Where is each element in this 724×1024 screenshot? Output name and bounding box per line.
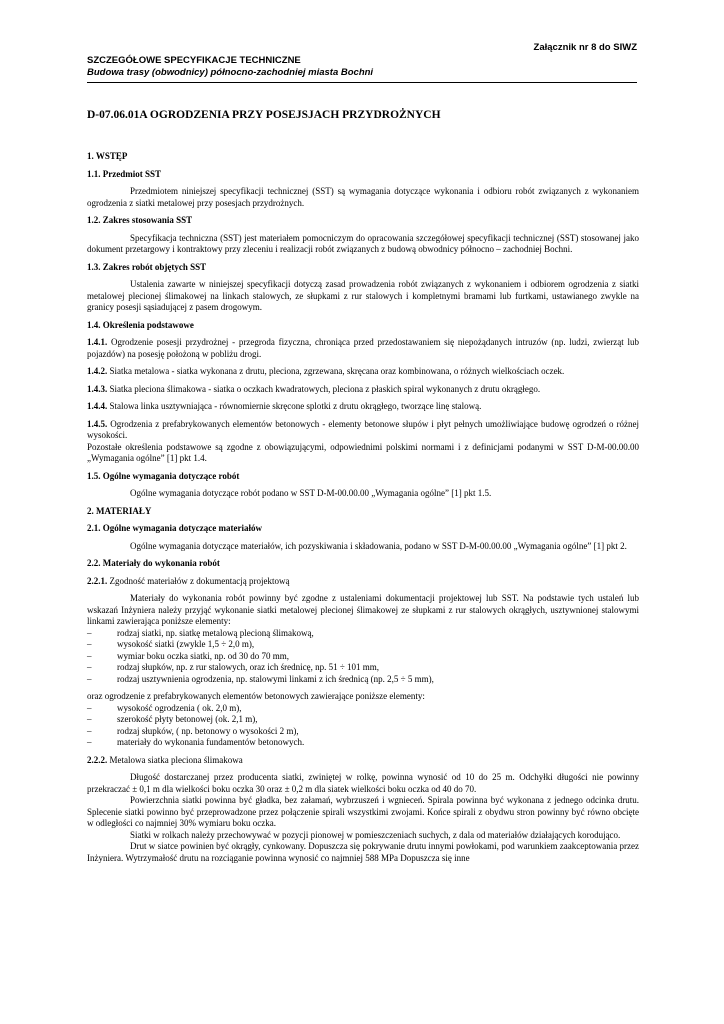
- definition-paragraph: [87, 384, 639, 396]
- definition-number: 1.4.4.: [87, 401, 108, 411]
- annex-label: Załącznik nr 8 do SIWZ: [533, 42, 637, 53]
- paragraph: Przedmiotem niniejszej specyfikacji technicznej (SST) są wymagania dotyczące wykonania i odbioru robót związanych z wykonaniem ogrodzenia z siatki metalowej przy posesjach przydrożnych.: [87, 186, 639, 208]
- paragraph: Długość dostarczanej przez producenta siatki, zwiniętej w rolkę, powinna wynosić od 10 do 25 m. Odchyłki długości nie powinny przekraczać ± 0,1 m dla wielkości boku oczka 30 oraz ± 0,2 m dla siatek wielkości boku oczka od 40 do 70.: [87, 772, 639, 794]
- subsection-title: Zgodność materiałów z dokumentacją projektową: [107, 575, 290, 586]
- list-dash: –: [87, 737, 92, 747]
- paragraph: Siatki w rolkach należy przechowywać w pozycji pionowej w pomieszczeniach suchych, z dala od materiałów działających korodująco.: [130, 829, 621, 840]
- definition-text: Siatka pleciona ślimakowa - siatka o oczkach kwadratowych, pleciona z płaskich spiral wykonanych z drutu okrągłego.: [107, 383, 541, 394]
- definition-text: Ogrodzenie posesji przydrożnej - przegroda fizyczna, chroniąca przed przedostawaniem się niepożądanych intruzów (np. ludzi, zwierząt lub pojazdów) na posesję położoną w pobliżu drogi.: [87, 337, 639, 359]
- document-title: D-07.06.01A OGRODZENIA PRZY POSEJSJACH PRZYDROŻNYCH: [87, 109, 441, 121]
- definition-number: 1.4.1.: [87, 337, 108, 347]
- list-item: [87, 662, 639, 674]
- section-heading: 1.2. Zakres stosowania SST: [87, 215, 193, 225]
- definition-number: 1.4.3.: [87, 383, 108, 394]
- definition-text: Ogrodzenia z prefabrykowanych elementów betonowych - elementy betonowe słupów i płyt pełnych umożliwiające budowę ogrodzeń o różnej wysokości.: [87, 418, 639, 440]
- list-dash: –: [87, 650, 92, 661]
- definition-text: Stalowa linka usztywniająca - równomiernie skręcone splotki z drutu okrągłego, tworzące linę stalową.: [107, 401, 482, 411]
- definition-paragraph: [87, 366, 639, 378]
- list-item-text: materiały do wykonania fundamentów betonowych.: [117, 737, 305, 747]
- list-item: [87, 628, 639, 640]
- subsection-title: Metalowa siatka pleciona ślimakowa: [107, 754, 243, 765]
- section-heading: 2. MATERIAŁY: [87, 505, 152, 516]
- list-item-text: rodzaj siatki, np. siatkę metalową plecioną ślimakową,: [117, 627, 314, 638]
- definition-paragraph: [87, 337, 639, 360]
- list-item-text: rodzaj słupków, ( np. betonowy o wysokości 2 m),: [117, 725, 299, 736]
- list-dash: –: [87, 714, 92, 724]
- list-item: [87, 674, 639, 686]
- section-heading: 1.4. Określenia podstawowe: [87, 319, 194, 330]
- list-item: [87, 703, 639, 715]
- definition-number: 1.4.5.: [87, 418, 108, 429]
- list-item: [87, 737, 639, 749]
- paragraph: Ogólne wymagania dotyczące materiałów, ich pozyskiwania i składowania, podano w SST D-M-00.00.00 „Wymagania ogólne” [1] pkt 2.: [130, 540, 627, 551]
- list-item-text: rodzaj usztywnienia ogrodzenia, np. stalowymi linkami z ich średnicą (np. 2,5 ÷ 5 mm),: [117, 673, 434, 684]
- list-item: [87, 651, 639, 663]
- paragraph: Powierzchnia siatki powinna być gładka, bez załamań, wybrzuszeń i wgnieceń. Spirala powinna być wykonana z jednego odcinka drutu. Splecenie siatki powinno być przeprowadzone przez połączenie spirali wszystkimi zwojami. Końce spirali z obydwu stron powinny być równo obcięte w odległości co najmniej 30% wymiaru boku oczka.: [87, 795, 639, 828]
- definition-number: 1.4.2.: [87, 366, 108, 376]
- subsection-heading: [87, 576, 639, 588]
- subsection-number: 2.2.2.: [87, 754, 108, 765]
- paragraph: Specyfikacja techniczna (SST) jest materiałem pomocniczym do opracowania szczegółowej specyfikacji technicznej (SST) stosowanej jako dokument przetargowy i kontraktowy przy zleceniu i realizacji robót związanych z budową obwodnicy północno – zachodniej Bochni.: [87, 232, 639, 254]
- definition-text: Siatka metalowa - siatka wykonana z drutu, pleciona, zgrzewana, skręcana oraz kombinowana, o różnych wielkościach oczek.: [107, 366, 565, 376]
- list-dash: –: [87, 673, 92, 684]
- paragraph: Drut w siatce powinien być okrągły, cynkowany. Dopuszcza się pokrywanie drutu innymi powłokami, pod warunkiem zaakceptowania przez Inżyniera. Wytrzymałość drutu na rozciąganie powinna wynosić co najmniej 588 MPa Dopuszcza się inne: [87, 841, 639, 863]
- section-heading: 1. WSTĘP: [87, 151, 128, 161]
- materials-list-1: [87, 628, 639, 686]
- paragraph: Pozostałe określenia podstawowe są zgodne z obowiązującymi, odpowiednimi polskimi normami i z definicjami podanymi w SST D-M-00.00.00 „Wymagania ogólne” [1] pkt 1.4.: [87, 441, 639, 463]
- section-heading: 1.3. Zakres robót objętych SST: [87, 261, 207, 272]
- paragraph: Materiały do wykonania robót powinny być zgodne z ustaleniami dokumentacji projektowej lub SST. Na podstawie tych ustaleń lub wskazań Inżyniera należy przyjąć wykonanie siatki metalowej plecionej ślimakowej ze słupkami z rur stalowych okrągłych, usztywnionej stalowymi linkami zawierająca poniższe elementy:: [87, 593, 639, 626]
- list-dash: –: [87, 639, 92, 649]
- subsection-heading: [87, 755, 639, 767]
- list-dash: –: [87, 662, 92, 672]
- section-heading: 2.1. Ogólne wymagania dotyczące materiałów: [87, 523, 262, 533]
- materials-list-2: [87, 703, 639, 749]
- list-item-text: wymiar boku oczka siatki, np. od 30 do 70 mm,: [117, 650, 289, 661]
- list-dash: –: [87, 702, 92, 713]
- header-rule: [87, 82, 637, 83]
- list-item-text: rodzaj słupków, np. z rur stalowych, oraz ich średnicę, np. 51 ÷ 101 mm,: [117, 662, 380, 672]
- section-heading: 2.2. Materiały do wykonania robót: [87, 558, 220, 568]
- document-body: [87, 108, 639, 864]
- list-item-text: szerokość płyty betonowej (ok. 2,1 m),: [117, 714, 258, 724]
- definition-paragraph: [87, 419, 639, 442]
- list-item-text: wysokość siatki (zwykle 1,5 ÷ 2,0 m),: [117, 639, 255, 649]
- page-header: [87, 55, 373, 79]
- list-item: [87, 639, 639, 651]
- list-dash: –: [87, 627, 92, 638]
- paragraph: Ogólne wymagania dotyczące robót podano w SST D-M-00.00.00 „Wymagania ogólne” [1] pkt 1.5.: [130, 488, 492, 498]
- list-item: [87, 714, 639, 726]
- subsection-number: 2.2.1.: [87, 575, 108, 586]
- section-heading: 1.1. Przedmiot SST: [87, 168, 161, 179]
- header-title: SZCZEGÓŁOWE SPECYFIKACJE TECHNICZNE: [87, 55, 301, 66]
- header-subtitle: Budowa trasy (obwodnicy) północno-zachodniej miasta Bochni: [87, 67, 374, 78]
- list-item-text: wysokość ogrodzenia ( ok. 2,0 m),: [117, 702, 242, 713]
- paragraph: Ustalenia zawarte w niniejszej specyfikacji dotyczą zasad prowadzenia robót związanych z wykonaniem i odbiorem ogrodzenia z siatki metalowej plecionej ślimakowej na linkach stalowych, ze słupkami z rur stalowych i kompletnymi bramami lub furtkami, ustawianego zwykle na granicy posesji sąsiadującej z pasem drogowym.: [87, 279, 639, 312]
- section-heading: 1.5. Ogólne wymagania dotyczące robót: [87, 470, 240, 481]
- paragraph: oraz ogrodzenie z prefabrykowanych elementów betonowych zawierające poniższe elementy:: [87, 691, 425, 701]
- list-item: [87, 726, 639, 738]
- list-dash: –: [87, 725, 92, 736]
- definition-paragraph: [87, 401, 639, 413]
